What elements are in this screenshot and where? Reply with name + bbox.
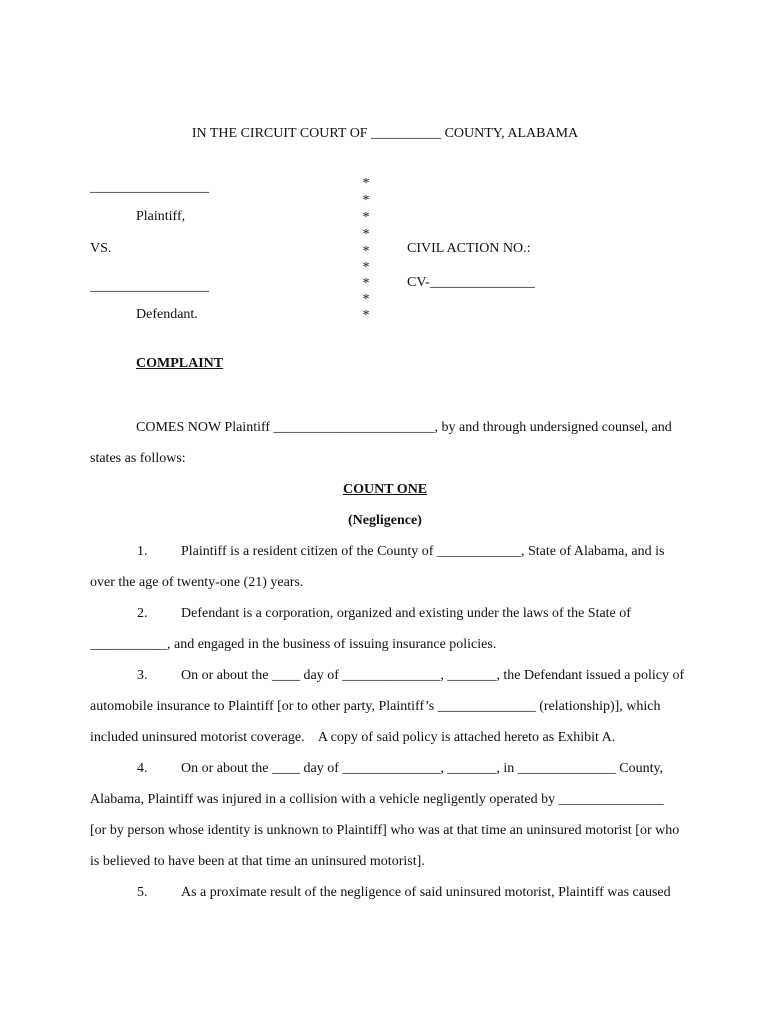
caption-separator: * — [362, 276, 370, 291]
civil-action-label: CIVIL ACTION NO.: — [407, 241, 531, 256]
paragraph-line: On or about the ____ day of ______________, _______, in ______________ County, — [181, 761, 664, 776]
paragraph-line: As a proximate result of the negligence of said uninsured motorist, Plaintiff was caused — [181, 885, 671, 900]
paragraph-line: Plaintiff is a resident citizen of the County of ____________, State of Alabama, and is — [181, 544, 665, 559]
caption-separator: * — [362, 292, 370, 307]
caption-separator: * — [362, 193, 370, 208]
paragraph-line: is believed to have been at that time an uninsured motorist]. — [90, 854, 425, 869]
intro-line-1: COMES NOW Plaintiff _______________________, by and through undersigned counsel, and — [136, 420, 672, 435]
caption-separator: * — [362, 244, 370, 259]
paragraph-number: 1. — [137, 544, 148, 559]
paragraph-line: [or by person whose identity is unknown to Plaintiff] who was at that time an uninsured motorist [or who — [90, 823, 680, 838]
versus-label: VS. — [90, 241, 112, 256]
defendant-name-blank: _________________ — [90, 279, 209, 294]
plaintiff-name-blank: _________________ — [90, 180, 209, 195]
defendant-label: Defendant. — [136, 307, 198, 322]
paragraph-line: On or about the ____ day of ______________, _______, the Defendant issued a policy of — [181, 668, 685, 683]
caption-separator: * — [362, 308, 370, 323]
court-header: IN THE CIRCUIT COURT OF __________ COUNTY, ALABAMA — [191, 126, 579, 141]
case-number-field: CV-_______________ — [407, 275, 535, 290]
paragraph-line: over the age of twenty-one (21) years. — [90, 575, 304, 590]
paragraph-number: 4. — [137, 761, 148, 776]
paragraph-number: 5. — [137, 885, 148, 900]
caption-separator: * — [362, 260, 370, 275]
count-subtitle: (Negligence) — [348, 513, 422, 528]
paragraph-number: 2. — [137, 606, 148, 621]
paragraph-line: Defendant is a corporation, organized and existing under the laws of the State of — [181, 606, 631, 621]
paragraph-line: automobile insurance to Plaintiff [or to other party, Plaintiff’s ______________ (relationship)], which — [90, 699, 661, 714]
document-title: COMPLAINT — [136, 356, 224, 371]
caption-separator: * — [362, 227, 370, 242]
intro-line-2: states as follows: — [90, 451, 186, 466]
caption-separator: * — [362, 176, 370, 191]
plaintiff-label: Plaintiff, — [136, 209, 186, 224]
caption-separator: * — [362, 210, 370, 225]
paragraph-line: ___________, and engaged in the business of issuing insurance policies. — [90, 637, 497, 652]
paragraph-number: 3. — [137, 668, 148, 683]
count-title: COUNT ONE — [343, 482, 428, 497]
paragraph-line: included uninsured motorist coverage. A copy of said policy is attached hereto as Exhibit A. — [90, 730, 616, 745]
paragraph-line: Alabama, Plaintiff was injured in a collision with a vehicle negligently operated by _______________ — [90, 792, 664, 807]
